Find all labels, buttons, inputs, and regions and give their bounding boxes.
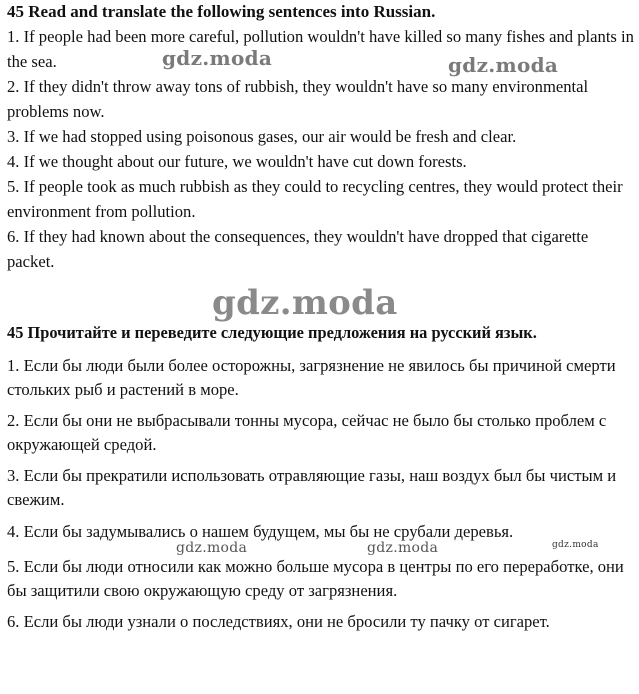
watermark-logo: gdz.moda <box>212 283 398 323</box>
english-sentence-4: 4. If we thought about our future, we wouldn't have cut down forests. <box>7 152 467 171</box>
watermark-logo: gdz.moda <box>552 540 599 550</box>
english-sentence-1: 1. If people had been more careful, pollution wouldn't have killed so many fishes and plants in the sea. <box>7 27 634 71</box>
russian-heading: 45 Прочитайте и переведите следующие предложения на русский язык. <box>7 323 537 342</box>
english-heading: 45 Read and translate the following sentences into Russian. <box>7 2 436 21</box>
english-sentence-2: 2. If they didn't throw away tons of rubbish, they wouldn't have so many environmental problems now. <box>7 77 589 121</box>
english-sentence-6: 6. If they had known about the consequences, they wouldn't have dropped that cigarette packet. <box>7 227 589 271</box>
watermark-logo: gdz.moda <box>176 540 248 556</box>
russian-sentence-3: 3. Если бы прекратили использовать отравляющие газы, наш воздух был бы чистым и свежим. <box>7 466 617 509</box>
russian-sentence-6: 6. Если бы люди узнали о последствиях, они не бросили ту пачку от сигарет. <box>7 612 550 631</box>
russian-sentence-5: 5. Если бы люди относили как можно больше мусора в центры по его переработке, они бы защитили свою окружающую среду от загрязнения. <box>7 557 624 600</box>
english-sentence-5: 5. If people took as much rubbish as they could to recycling centres, they would protect their environment from pollution. <box>7 177 623 221</box>
watermark-logo: gdz.moda <box>162 46 273 70</box>
watermark-logo: gdz.moda <box>448 53 559 77</box>
english-sentence-3: 3. If we had stopped using poisonous gases, our air would be fresh and clear. <box>7 127 517 146</box>
watermark-logo: gdz.moda <box>367 540 439 556</box>
russian-sentence-2: 2. Если бы они не выбрасывали тонны мусора, сейчас не было бы столько проблем с окружающей средой. <box>7 411 607 454</box>
russian-sentence-4: 4. Если бы задумывались о нашем будущем, мы бы не срубали деревья. <box>7 522 514 541</box>
russian-sentence-1: 1. Если бы люди были более осторожны, загрязнение не явилось бы причиной смерти стольких рыб и растений в море. <box>7 356 616 399</box>
